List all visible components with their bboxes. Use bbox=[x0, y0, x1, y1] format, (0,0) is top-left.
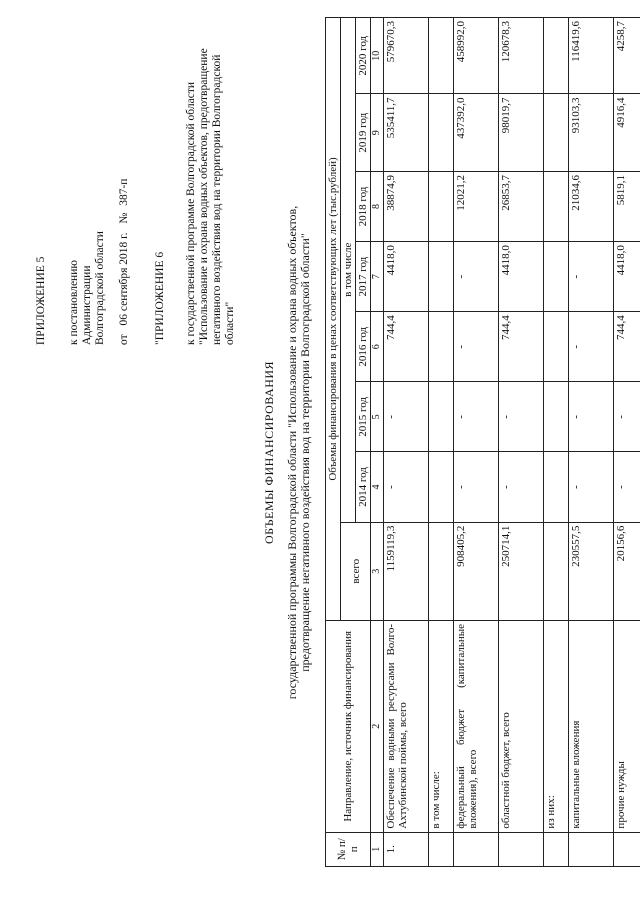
row-2018: 26853,7 bbox=[499, 171, 544, 241]
header-num: № п/п bbox=[326, 832, 371, 866]
row-name: федеральный бюджет (капитальные вложения), всего bbox=[454, 620, 499, 832]
row-2019: 93103,3 bbox=[569, 94, 614, 172]
table-note-row bbox=[429, 18, 454, 867]
row-2014: - bbox=[614, 452, 640, 522]
header-year-2019: 2019 год bbox=[356, 94, 371, 172]
row-2014: - bbox=[384, 452, 429, 522]
row-name: прочие нужды bbox=[614, 620, 640, 832]
row-2018: 12021,2 bbox=[454, 171, 499, 241]
column-number: 10 bbox=[371, 18, 384, 94]
appendix6-line-3: негативного воздействия вод на территории Волгоградской bbox=[211, 54, 223, 345]
row-name: капитальные вложения bbox=[569, 620, 614, 832]
row-2018: 5819,1 bbox=[614, 171, 640, 241]
header-year-2017: 2017 год bbox=[356, 242, 371, 312]
header-year-2016: 2016 год bbox=[356, 312, 371, 382]
column-number: 6 bbox=[371, 312, 384, 382]
document-subtitle-2: предотвращение негативного воздействия вод на территории Волгоградской области" bbox=[298, 233, 312, 672]
row-num: 1. bbox=[384, 832, 429, 866]
row-note: в том числе: bbox=[429, 620, 454, 832]
column-number-row bbox=[371, 18, 384, 867]
row-2019: 437392,0 bbox=[454, 94, 499, 172]
table-row bbox=[614, 18, 640, 867]
row-2015: - bbox=[384, 382, 429, 452]
row-2018: 38874,9 bbox=[384, 171, 429, 241]
date-value: 06 сентября 2018 г. bbox=[118, 232, 130, 326]
row-total: 1159119,3 bbox=[384, 522, 429, 620]
table-note-row bbox=[544, 18, 569, 867]
header-year-2014: 2014 год bbox=[356, 452, 371, 522]
financing-table bbox=[325, 17, 640, 867]
row-2017: 4418,0 bbox=[384, 242, 429, 312]
row-2018: 21034,6 bbox=[569, 171, 614, 241]
column-number: 4 bbox=[371, 452, 384, 522]
document-title: ОБЪЕМЫ ФИНАНСИРОВАНИЯ bbox=[262, 360, 276, 545]
row-note: из них: bbox=[544, 620, 569, 832]
row-2019: 98019,7 bbox=[499, 94, 544, 172]
number-value: 387-п bbox=[118, 178, 130, 206]
appendix-line-1: к постановлению bbox=[68, 260, 80, 345]
row-2017: 4418,0 bbox=[614, 242, 640, 312]
row-2019: 4916,4 bbox=[614, 94, 640, 172]
row-2016: 744,4 bbox=[499, 312, 544, 382]
row-2015: - bbox=[499, 382, 544, 452]
table-row bbox=[499, 18, 544, 867]
row-2017: - bbox=[569, 242, 614, 312]
row-2020: 458992,0 bbox=[454, 18, 499, 94]
row-2020: 116419,6 bbox=[569, 18, 614, 94]
column-number: 3 bbox=[371, 522, 384, 620]
column-number: 5 bbox=[371, 382, 384, 452]
row-2017: 4418,0 bbox=[499, 242, 544, 312]
row-name: Обеспечение водными ресурсами Волго-Ахтубинской поймы, всего bbox=[384, 620, 429, 832]
row-2015: - bbox=[569, 382, 614, 452]
row-num bbox=[569, 832, 614, 866]
row-2014: - bbox=[454, 452, 499, 522]
row-2016: 744,4 bbox=[614, 312, 640, 382]
header-direction: Направление, источник финансирования bbox=[326, 620, 371, 832]
column-number: 7 bbox=[371, 242, 384, 312]
appendix-line-3: Волгоградской области bbox=[94, 231, 106, 345]
header-year-2015: 2015 год bbox=[356, 382, 371, 452]
column-number: 2 bbox=[371, 620, 384, 832]
row-total: 908405,2 bbox=[454, 522, 499, 620]
row-num bbox=[454, 832, 499, 866]
row-2019: 535411,7 bbox=[384, 94, 429, 172]
row-name: областной бюджет, всего bbox=[499, 620, 544, 832]
row-total: 250714,1 bbox=[499, 522, 544, 620]
row-2016: 744,4 bbox=[384, 312, 429, 382]
row-2015: - bbox=[614, 382, 640, 452]
appendix6-line-4: области" bbox=[224, 301, 236, 345]
appendix6-line-1: к государственной программе Волгоградской области bbox=[185, 82, 197, 345]
row-2017: - bbox=[454, 242, 499, 312]
row-2014: - bbox=[499, 452, 544, 522]
number-prefix: № bbox=[118, 212, 130, 224]
row-2020: 579670,3 bbox=[384, 18, 429, 94]
header-including: в том числе bbox=[341, 18, 356, 523]
header-year-2018: 2018 год bbox=[356, 171, 371, 241]
date-prefix: от bbox=[118, 334, 130, 345]
row-total: 20156,6 bbox=[614, 522, 640, 620]
column-number: 8 bbox=[371, 171, 384, 241]
row-2014: - bbox=[569, 452, 614, 522]
appendix-title: ПРИЛОЖЕНИЕ 5 bbox=[35, 256, 47, 345]
column-number: 1 bbox=[371, 832, 384, 866]
row-2016: - bbox=[569, 312, 614, 382]
row-num bbox=[499, 832, 544, 866]
table-row bbox=[454, 18, 499, 867]
appendix-line-2: Администрации bbox=[81, 265, 93, 345]
row-total: 230557,5 bbox=[569, 522, 614, 620]
row-2016: - bbox=[454, 312, 499, 382]
row-2020: 4258,7 bbox=[614, 18, 640, 94]
table-row bbox=[384, 18, 429, 867]
row-num bbox=[614, 832, 640, 866]
appendix6-title: "ПРИЛОЖЕНИЕ 6 bbox=[154, 251, 166, 345]
row-2015: - bbox=[454, 382, 499, 452]
row-2020: 120678,3 bbox=[499, 18, 544, 94]
column-number: 9 bbox=[371, 94, 384, 172]
header-funding-group: Объемы финансирования в ценах соответствующих лет (тыс.рублей) bbox=[326, 18, 341, 621]
header-total: всего bbox=[341, 522, 371, 620]
appendix-date-line bbox=[118, 179, 131, 345]
table-row bbox=[569, 18, 614, 867]
document-subtitle-1: государственной программы Волгоградской области "Использование и охрана водных объектов, bbox=[285, 205, 299, 700]
appendix6-line-2: "Использование и охрана водных объектов, предотвращение bbox=[198, 48, 210, 345]
header-year-2020: 2020 год bbox=[356, 18, 371, 94]
